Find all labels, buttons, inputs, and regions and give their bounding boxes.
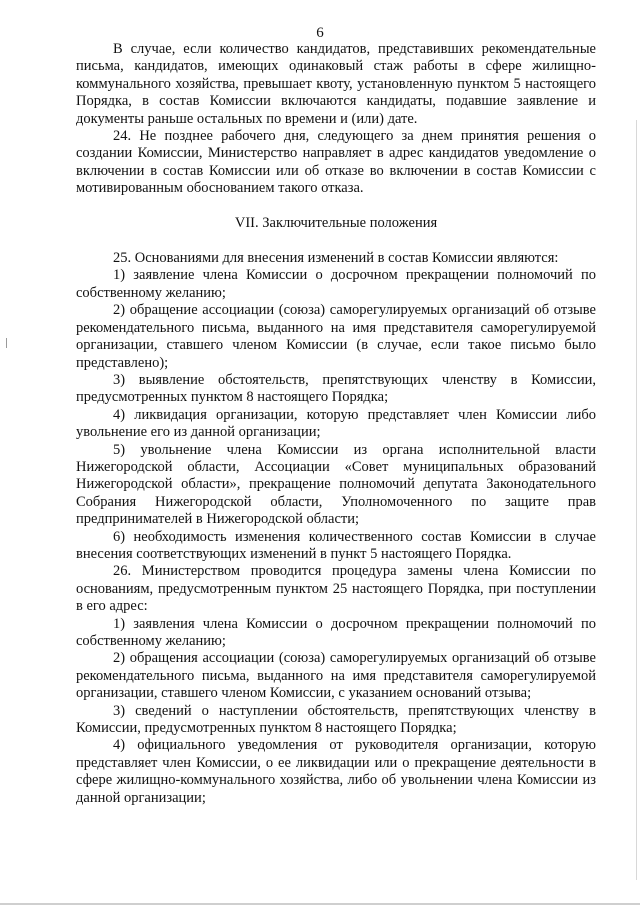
section-heading: VII. Заключительные положения xyxy=(234,214,438,231)
paragraph-25-item-4: 4) ликвидация организации, которую представляет член Комиссии либо увольнение его из данной организации; xyxy=(76,406,596,441)
paragraph-26: 26. Министерством проводится процедура замены члена Комиссии по основаниям, предусмотренным пунктом 25 настоящего Порядка, при поступлении в его адрес: xyxy=(76,563,596,615)
paragraph-26-item-1: 1) заявления члена Комиссии о досрочном прекращении полномочий по собственному желанию; xyxy=(76,615,596,649)
paragraph-26-item-4: 4) официального уведомления от руководителя организации, которую представляет член Комиссии, о ее ликвидации или о прекращение деятельности в сфере жилищно-коммунального хозяйства, либо об увольнении члена Комиссии из данной организации; xyxy=(76,737,596,806)
paragraph-25-item-3: 3) выявление обстоятельств, препятствующих членству в Комиссии, предусмотренных пунктом 8 настоящего Порядка; xyxy=(76,371,596,406)
paragraph-25-item-6: 6) необходимость изменения количественного состав Комиссии в случае внесения соответствующих изменений в пункт 5 настоящего Порядка. xyxy=(76,528,596,562)
paragraph-25-item-2: 2) обращение ассоциации (союза) саморегулируемых организаций об отзыве рекомендательного письма, выданного на имя представителя саморегулируемой организации, ставшего членом Комиссии (в случае, если такое письмо было представлено); xyxy=(76,302,596,371)
paragraph-26-item-3: 3) сведений о наступлении обстоятельств, препятствующих членству в Комиссии, предусмотренных пунктом 8 настоящего Порядка; xyxy=(76,702,596,737)
paragraph-quota-rule: В случае, если количество кандидатов, представивших рекомендательные письма, кандидатов, имеющих одинаковый стаж работы в сфере жилищно-коммунального хозяйства, превышает квоту, установленную пунктом 5 настоящего Порядка, в состав Комиссии включаются кандидаты, подавшие заявление и документы раньше остальных по времени и (или) дате. xyxy=(76,41,596,127)
paragraph-25: 25. Основаниями для внесения изменений в состав Комиссии являются: xyxy=(113,250,559,267)
scan-edge-mark-right xyxy=(636,120,637,880)
paragraph-25-item-1: 1) заявление члена Комиссии о досрочном прекращении полномочий по собственному желанию; xyxy=(76,267,596,301)
document-body xyxy=(76,41,596,807)
scan-edge-mark-left xyxy=(6,338,7,348)
paragraph-26-item-2: 2) обращения ассоциации (союза) саморегулируемых организаций об отзыве рекомендательного письма, выданного на имя представителя саморегулируемой организации, ставшего членом Комиссии, с указанием оснований отзыва; xyxy=(76,650,596,702)
page-number: 6 xyxy=(316,25,324,41)
paragraph-24: 24. Не позднее рабочего дня, следующего за днем принятия решения о создании Комиссии, Министерство направляет в адрес кандидатов уведомление о включении в состав Комиссии или об отказе во включении в состав Комиссии с мотивированным обоснованием такого отказа. xyxy=(76,128,596,197)
paragraph-25-item-5: 5) увольнение члена Комиссии из органа исполнительной власти Нижегородской области, Ассоциации «Совет муниципальных образований Нижегородской области», прекращение полномочий депутата Законодательного Собрания Нижегородской области, Уполномоченного по защите прав предпринимателей в Нижегородской области; xyxy=(76,441,596,528)
